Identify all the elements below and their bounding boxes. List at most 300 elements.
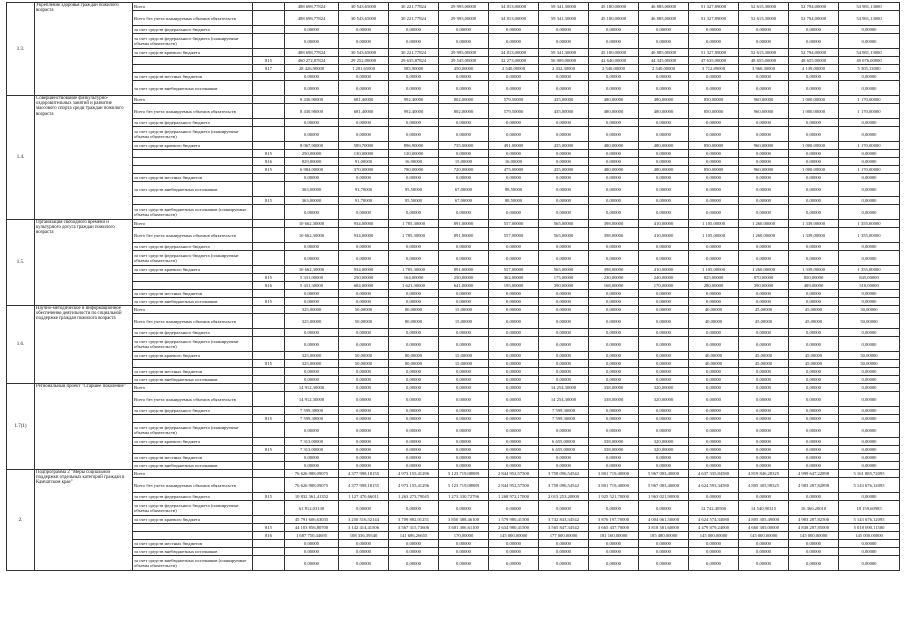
amount-cell: 0,00000 bbox=[789, 26, 839, 34]
budget-code: 815 bbox=[253, 493, 285, 501]
amount-cell: 850,00000 bbox=[789, 274, 839, 282]
amount-cell: 54 981,13000 bbox=[839, 3, 900, 11]
amount-cell: 0,00000 bbox=[285, 454, 339, 462]
amount-cell: 0,00000 bbox=[285, 73, 339, 81]
amount-cell: 960,00000 bbox=[739, 96, 789, 104]
amount-cell: 1 687 750,44695 bbox=[285, 532, 339, 540]
amount-cell: 0,00000 bbox=[539, 243, 589, 251]
amount-cell: 120,00000 bbox=[389, 150, 439, 158]
amount-cell: 2 540,00000 bbox=[589, 65, 639, 73]
section-number: 1.7(1) bbox=[7, 384, 35, 470]
amount-cell: 0,00000 bbox=[789, 423, 839, 438]
amount-cell: 325,00000 bbox=[285, 314, 339, 329]
amount-cell: 45,00000 bbox=[789, 360, 839, 368]
amount-cell: 992,40000 bbox=[389, 104, 439, 119]
amount-cell: 0,00000 bbox=[439, 446, 489, 454]
amount-cell: 0,00000 bbox=[489, 314, 539, 329]
amount-cell: 0,00000 bbox=[839, 298, 900, 306]
amount-cell: 0,00000 bbox=[339, 73, 389, 81]
amount-cell: 0,00000 bbox=[389, 34, 439, 49]
amount-cell: 0,00000 bbox=[789, 127, 839, 142]
amount-cell: 0,00000 bbox=[639, 556, 689, 571]
amount-cell: 45,00000 bbox=[739, 306, 789, 314]
amount-cell: 0,00000 bbox=[689, 415, 739, 423]
amount-cell: 0,00000 bbox=[839, 540, 900, 548]
amount-cell: 0,00000 bbox=[389, 119, 439, 127]
amount-cell: 0,00000 bbox=[285, 368, 339, 376]
amount-cell: 585,90000 bbox=[389, 65, 439, 73]
amount-cell: 0,00000 bbox=[339, 548, 389, 556]
amount-cell: 0,00000 bbox=[339, 337, 389, 352]
budget-code bbox=[253, 548, 285, 556]
amount-cell: 780,00000 bbox=[389, 166, 439, 174]
amount-cell: 0,00000 bbox=[639, 360, 689, 368]
amount-cell: 5 123 719,08889 bbox=[439, 478, 489, 493]
amount-cell: 491,00000 bbox=[489, 142, 539, 150]
amount-cell: 1 273 330,72796 bbox=[439, 493, 489, 501]
row-label bbox=[133, 274, 253, 282]
amount-cell: 29 545,00000 bbox=[439, 57, 489, 65]
amount-cell: 0,00000 bbox=[489, 34, 539, 49]
amount-cell: 960,00000 bbox=[739, 142, 789, 150]
amount-cell: 0,00000 bbox=[389, 290, 439, 298]
amount-cell: 0,00000 bbox=[285, 119, 339, 127]
amount-cell: 61 812,03130 bbox=[285, 501, 339, 516]
budget-code bbox=[253, 251, 285, 266]
amount-cell: 681,40000 bbox=[339, 104, 389, 119]
row-label: за счет средств федерального бюджета bbox=[133, 119, 253, 127]
table-row bbox=[7, 329, 900, 337]
amount-cell: 0,00000 bbox=[489, 454, 539, 462]
amount-cell: 480,00000 bbox=[589, 104, 639, 119]
amount-cell: 0,00000 bbox=[689, 119, 739, 127]
amount-cell: 0,00000 bbox=[539, 26, 589, 34]
amount-cell: 0,00000 bbox=[789, 438, 839, 446]
amount-cell: 0,00000 bbox=[389, 540, 439, 548]
budget-code: 816 bbox=[253, 158, 285, 166]
amount-cell: 0,00000 bbox=[639, 243, 689, 251]
amount-cell: 4 973 155,41296 bbox=[389, 470, 439, 478]
amount-cell: 177 000,00000 bbox=[539, 532, 589, 540]
amount-cell: 3 681 306,61100 bbox=[439, 524, 489, 532]
amount-cell: 0,00000 bbox=[839, 384, 900, 392]
amount-cell: 1 963 021,90000 bbox=[639, 493, 689, 501]
amount-cell: 0,00000 bbox=[539, 501, 589, 516]
amount-cell: 410,00000 bbox=[639, 266, 689, 274]
amount-cell: 1 339,00000 bbox=[789, 220, 839, 228]
amount-cell: 0,00000 bbox=[739, 415, 789, 423]
row-label: за счет средств краевого бюджета bbox=[133, 516, 253, 524]
amount-cell: 0,00000 bbox=[639, 34, 689, 49]
amount-cell: 3 801 719,40000 bbox=[589, 470, 639, 478]
amount-cell: 320,00000 bbox=[639, 446, 689, 454]
amount-cell: 0,00000 bbox=[789, 392, 839, 407]
amount-cell: 0,00000 bbox=[689, 556, 739, 571]
row-label bbox=[133, 360, 253, 368]
amount-cell: 0,00000 bbox=[639, 454, 689, 462]
amount-cell: 0,00000 bbox=[589, 197, 639, 205]
amount-cell: 0,00000 bbox=[339, 540, 389, 548]
amount-cell: 0,00000 bbox=[739, 446, 789, 454]
amount-cell: 0,00000 bbox=[389, 376, 439, 384]
amount-cell: 0,00000 bbox=[589, 501, 639, 516]
amount-cell: 579,50000 bbox=[489, 104, 539, 119]
budget-code bbox=[253, 205, 285, 220]
amount-cell: 0,00000 bbox=[739, 329, 789, 337]
row-label: за счет средств краевого бюджета bbox=[133, 49, 253, 57]
table-row bbox=[7, 243, 900, 251]
amount-cell: 88,50000 bbox=[489, 182, 539, 197]
row-label: Всего bbox=[133, 3, 253, 11]
amount-cell: 0,00000 bbox=[389, 501, 439, 516]
amount-cell: 145 000,00000 bbox=[839, 532, 900, 540]
amount-cell: 557,00000 bbox=[489, 220, 539, 228]
amount-cell: 0,00000 bbox=[539, 556, 589, 571]
amount-cell: 0,00000 bbox=[439, 392, 489, 407]
amount-cell: 0,00000 bbox=[789, 150, 839, 158]
amount-cell: 3 709 882,01251 bbox=[389, 516, 439, 524]
amount-cell: 4 805 305,98325 bbox=[739, 478, 789, 493]
amount-cell: 0,00000 bbox=[539, 314, 589, 329]
amount-cell: 489,00000 bbox=[789, 282, 839, 290]
amount-cell: 49 676,00000 bbox=[839, 57, 900, 65]
amount-cell: 4 139,00000 bbox=[789, 65, 839, 73]
amount-cell: 0,00000 bbox=[789, 407, 839, 415]
row-label bbox=[133, 197, 253, 205]
amount-cell: 0,00000 bbox=[489, 407, 539, 415]
amount-cell: 398,00000 bbox=[589, 220, 639, 228]
amount-cell: 0,00000 bbox=[539, 197, 589, 205]
row-label: Всего bbox=[133, 96, 253, 104]
amount-cell: 0,00000 bbox=[339, 376, 389, 384]
table-row bbox=[7, 407, 900, 415]
amount-cell: 0,00000 bbox=[539, 174, 589, 182]
amount-cell: 0,00000 bbox=[539, 34, 589, 49]
budget-code bbox=[253, 478, 285, 493]
budget-code: 815 bbox=[253, 360, 285, 368]
table-row bbox=[7, 423, 900, 438]
amount-cell: 992,40000 bbox=[389, 96, 439, 104]
amount-cell: 0,00000 bbox=[339, 251, 389, 266]
amount-cell: 0,00000 bbox=[489, 548, 539, 556]
table-row bbox=[7, 166, 900, 174]
amount-cell: 0,00000 bbox=[689, 174, 739, 182]
amount-cell: 0,00000 bbox=[539, 462, 589, 470]
amount-cell: 29 635,87824 bbox=[389, 57, 439, 65]
amount-cell: 0,00000 bbox=[689, 423, 739, 438]
amount-cell: 0,00000 bbox=[839, 182, 900, 197]
row-label: за счет средств федерального бюджета bbox=[133, 493, 253, 501]
amount-cell: 0,00000 bbox=[639, 337, 689, 352]
row-label: за счет средств внебюджетных источников (планируемые объемы обязательств) bbox=[133, 205, 253, 220]
amount-cell: 6 655,00000 bbox=[539, 438, 589, 446]
amount-cell: 0,00000 bbox=[439, 337, 489, 352]
amount-cell: 0,00000 bbox=[389, 548, 439, 556]
amount-cell: 0,00000 bbox=[639, 376, 689, 384]
amount-cell: 50,00000 bbox=[339, 352, 389, 360]
table-row bbox=[7, 384, 900, 392]
row-label: Всего bbox=[133, 220, 253, 228]
budget-code: 817 bbox=[253, 65, 285, 73]
amount-cell: 960,00000 bbox=[739, 104, 789, 119]
section-title: Подпрограмма 2 "Меры социальной поддержки отдельных категорий граждан в Камчатском крае" bbox=[35, 470, 133, 571]
amount-cell: 0,00000 bbox=[739, 368, 789, 376]
budget-table bbox=[6, 2, 900, 571]
amount-cell: 0,00000 bbox=[489, 306, 539, 314]
amount-cell: 565,00000 bbox=[539, 228, 589, 243]
amount-cell: 168,00000 bbox=[589, 282, 639, 290]
section-number: 1.5. bbox=[7, 220, 35, 306]
amount-cell: 0,00000 bbox=[489, 337, 539, 352]
budget-code bbox=[253, 81, 285, 96]
amount-cell: 30 543,65000 bbox=[339, 3, 389, 11]
amount-cell: 0,00000 bbox=[339, 290, 389, 298]
amount-cell: 280,00000 bbox=[689, 282, 739, 290]
amount-cell: 0,00000 bbox=[339, 556, 389, 571]
amount-cell: 3 565 847,34542 bbox=[539, 524, 589, 532]
amount-cell: 0,00000 bbox=[589, 415, 639, 423]
row-label: за счет средств федерального бюджета bbox=[133, 407, 253, 415]
amount-cell: 0,00000 bbox=[389, 438, 439, 446]
amount-cell: 338,00000 bbox=[589, 392, 639, 407]
amount-cell: 1 105,00000 bbox=[689, 220, 739, 228]
budget-code bbox=[253, 96, 285, 104]
amount-cell: 0,00000 bbox=[589, 243, 639, 251]
table-row bbox=[7, 96, 900, 104]
amount-cell: 480,00000 bbox=[589, 142, 639, 150]
amount-cell: 0,00000 bbox=[689, 376, 739, 384]
amount-cell: 1 000,00000 bbox=[789, 142, 839, 150]
amount-cell: 0,00000 bbox=[539, 548, 589, 556]
table-row bbox=[7, 532, 900, 540]
amount-cell: 0,00000 bbox=[439, 34, 489, 49]
amount-cell: 1 579 980,41500 bbox=[489, 516, 539, 524]
amount-cell: 0,00000 bbox=[639, 298, 689, 306]
amount-cell: 460 272,87824 bbox=[285, 57, 339, 65]
budget-table-body bbox=[7, 3, 900, 571]
amount-cell: 0,00000 bbox=[689, 384, 739, 392]
amount-cell: 3 712,89000 bbox=[689, 65, 739, 73]
table-row bbox=[7, 298, 900, 306]
amount-cell: 0,00000 bbox=[489, 384, 539, 392]
amount-cell: 0,00000 bbox=[589, 352, 639, 360]
amount-cell: 5 431,30000 bbox=[285, 282, 339, 290]
amount-cell: 0,00000 bbox=[689, 197, 739, 205]
budget-code bbox=[253, 243, 285, 251]
table-row bbox=[7, 3, 900, 11]
table-row bbox=[7, 11, 900, 26]
row-label: за счет средств внебюджетных источников bbox=[133, 376, 253, 384]
amount-cell: 0,00000 bbox=[389, 127, 439, 142]
row-label bbox=[133, 158, 253, 166]
amount-cell: 0,00000 bbox=[539, 73, 589, 81]
amount-cell: 0,00000 bbox=[739, 158, 789, 166]
budget-code bbox=[253, 438, 285, 446]
amount-cell: 0,00000 bbox=[739, 251, 789, 266]
amount-cell: 1 000,00000 bbox=[789, 96, 839, 104]
amount-cell: 0,00000 bbox=[339, 462, 389, 470]
amount-cell: 45,00000 bbox=[789, 352, 839, 360]
amount-cell: 589,70000 bbox=[339, 142, 389, 150]
amount-cell: 0,00000 bbox=[285, 376, 339, 384]
amount-cell: 29 995,00000 bbox=[439, 3, 489, 11]
amount-cell: 0,00000 bbox=[439, 407, 489, 415]
section-number: 1.4. bbox=[7, 96, 35, 220]
amount-cell: 59 341,30000 bbox=[539, 49, 589, 57]
amount-cell: 1 339,00000 bbox=[789, 228, 839, 243]
row-label: за счет средств внебюджетных источников bbox=[133, 81, 253, 96]
amount-cell: 91,70000 bbox=[339, 182, 389, 197]
amount-cell: 0,00000 bbox=[539, 337, 589, 352]
amount-cell: 2 540,00000 bbox=[639, 65, 689, 73]
row-label: за счет средств местных бюджетов bbox=[133, 368, 253, 376]
amount-cell: 0,00000 bbox=[739, 423, 789, 438]
amount-cell: 0,00000 bbox=[339, 423, 389, 438]
amount-cell: 4 624 593,34580 bbox=[689, 478, 739, 493]
amount-cell: 0,00000 bbox=[339, 34, 389, 49]
budget-code bbox=[253, 423, 285, 438]
amount-cell: 934,00000 bbox=[339, 220, 389, 228]
amount-cell: 14 912,30000 bbox=[285, 392, 339, 407]
amount-cell: 0,00000 bbox=[589, 251, 639, 266]
amount-cell: 15,00000 bbox=[439, 314, 489, 329]
amount-cell: 891,00000 bbox=[439, 266, 489, 274]
table-row bbox=[7, 26, 900, 34]
table-row bbox=[7, 205, 900, 220]
amount-cell: 52 794,00000 bbox=[789, 3, 839, 11]
amount-cell: 0,00000 bbox=[539, 376, 589, 384]
amount-cell: 0,00000 bbox=[589, 314, 639, 329]
amount-cell: 0,00000 bbox=[789, 174, 839, 182]
table-row bbox=[7, 368, 900, 376]
amount-cell: 0,00000 bbox=[639, 197, 689, 205]
amount-cell: 0,00000 bbox=[589, 119, 639, 127]
amount-cell: 1 105,00000 bbox=[689, 228, 739, 243]
amount-cell: 0,00000 bbox=[639, 158, 689, 166]
amount-cell: 0,00000 bbox=[789, 290, 839, 298]
amount-cell: 0,00000 bbox=[689, 158, 739, 166]
amount-cell: 0,00000 bbox=[639, 290, 689, 298]
amount-cell: 95,50000 bbox=[389, 197, 439, 205]
amount-cell: 0,00000 bbox=[689, 548, 739, 556]
table-row bbox=[7, 197, 900, 205]
budget-code bbox=[253, 352, 285, 360]
row-label: за счет средств внебюджетных источников bbox=[133, 182, 253, 197]
amount-cell: 435,00000 bbox=[539, 166, 589, 174]
budget-code bbox=[253, 368, 285, 376]
amount-cell: 0,00000 bbox=[539, 150, 589, 158]
amount-cell: 30 221,77824 bbox=[389, 11, 439, 26]
amount-cell: 802,00000 bbox=[439, 104, 489, 119]
table-row bbox=[7, 119, 900, 127]
budget-code bbox=[253, 220, 285, 228]
amount-cell: 1 260,00000 bbox=[739, 266, 789, 274]
budget-code: 815 bbox=[253, 150, 285, 158]
amount-cell: 0,00000 bbox=[839, 158, 900, 166]
amount-cell: 29 995,00000 bbox=[439, 11, 489, 26]
amount-cell: 0,00000 bbox=[589, 182, 639, 197]
amount-cell: 0,00000 bbox=[589, 360, 639, 368]
amount-cell: 960,00000 bbox=[739, 166, 789, 174]
amount-cell: 29 252,00000 bbox=[339, 57, 389, 65]
amount-cell: 435,00000 bbox=[539, 104, 589, 119]
amount-cell: 45 180,00000 bbox=[589, 3, 639, 11]
amount-cell: 362,00000 bbox=[489, 274, 539, 282]
amount-cell: 1 260,00000 bbox=[739, 220, 789, 228]
budget-code bbox=[253, 384, 285, 392]
amount-cell: 0,00000 bbox=[439, 415, 489, 423]
amount-cell: 0,00000 bbox=[389, 454, 439, 462]
amount-cell: 4 983 287,82898 bbox=[789, 478, 839, 493]
amount-cell: 0,00000 bbox=[689, 34, 739, 49]
amount-cell: 0,00000 bbox=[389, 298, 439, 306]
amount-cell: 325,00000 bbox=[285, 360, 339, 368]
amount-cell: 52 615,30000 bbox=[739, 11, 789, 26]
amount-cell: 390,00000 bbox=[539, 282, 589, 290]
amount-cell: 240,00000 bbox=[639, 274, 689, 282]
amount-cell: 720,00000 bbox=[439, 166, 489, 174]
amount-cell: 80,00000 bbox=[389, 306, 439, 314]
amount-cell: 59 341,30000 bbox=[539, 3, 589, 11]
amount-cell: 3 758 096,54542 bbox=[539, 478, 589, 493]
row-label: за счет средств краевого бюджета bbox=[133, 352, 253, 360]
amount-cell: 0,00000 bbox=[789, 540, 839, 548]
amount-cell: 0,00000 bbox=[739, 127, 789, 142]
amount-cell: 0,00000 bbox=[589, 462, 639, 470]
amount-cell: 4 999 647,22898 bbox=[789, 470, 839, 478]
amount-cell: 0,00000 bbox=[689, 73, 739, 81]
section-title: Организация свободного времени и культурного досуга граждан пожилого возраста bbox=[35, 220, 133, 306]
amount-cell: 0,00000 bbox=[389, 26, 439, 34]
amount-cell: 0,00000 bbox=[739, 26, 789, 34]
amount-cell: 76 626 988,09075 bbox=[285, 478, 339, 493]
budget-code bbox=[253, 376, 285, 384]
amount-cell: 0,00000 bbox=[439, 384, 489, 392]
amount-cell: 0,00000 bbox=[589, 73, 639, 81]
amount-cell: 30 221,77824 bbox=[389, 3, 439, 11]
table-row bbox=[7, 127, 900, 142]
amount-cell: 0,00000 bbox=[539, 251, 589, 266]
amount-cell: 0,00000 bbox=[339, 368, 389, 376]
amount-cell: 320,00000 bbox=[639, 438, 689, 446]
amount-cell: 0,00000 bbox=[839, 446, 900, 454]
amount-cell: 1 263 273,79045 bbox=[389, 493, 439, 501]
budget-code: 815 bbox=[253, 197, 285, 205]
amount-cell: 0,00000 bbox=[489, 501, 539, 516]
amount-cell: 91,00000 bbox=[339, 158, 389, 166]
amount-cell: 0,00000 bbox=[789, 182, 839, 197]
row-label: за счет средств федерального бюджета bbox=[133, 329, 253, 337]
amount-cell: 0,00000 bbox=[285, 81, 339, 96]
amount-cell: 3 960,30000 bbox=[739, 65, 789, 73]
table-row bbox=[7, 516, 900, 524]
row-label: за счет средств федерального бюджета (планируемые объемы обязательств) bbox=[133, 337, 253, 352]
amount-cell: 145 000,00000 bbox=[689, 532, 739, 540]
row-label: Всего bbox=[133, 306, 253, 314]
row-label bbox=[133, 524, 253, 532]
amount-cell: 0,00000 bbox=[789, 337, 839, 352]
amount-cell: 0,00000 bbox=[285, 34, 339, 49]
section-title: Совершенствование физкультурно-оздоровительных занятий и развитие массового спорта среди граждан пожилого возраста bbox=[35, 96, 133, 220]
amount-cell: 1 785,30000 bbox=[389, 220, 439, 228]
amount-cell: 0,00000 bbox=[689, 368, 739, 376]
amount-cell: 52 615,30000 bbox=[739, 49, 789, 57]
amount-cell: 0,00000 bbox=[789, 243, 839, 251]
amount-cell: 0,00000 bbox=[539, 329, 589, 337]
amount-cell: 0,00000 bbox=[389, 205, 439, 220]
row-label: за счет средств внебюджетных источников (планируемые объемы обязательств) bbox=[133, 556, 253, 571]
table-row bbox=[7, 548, 900, 556]
